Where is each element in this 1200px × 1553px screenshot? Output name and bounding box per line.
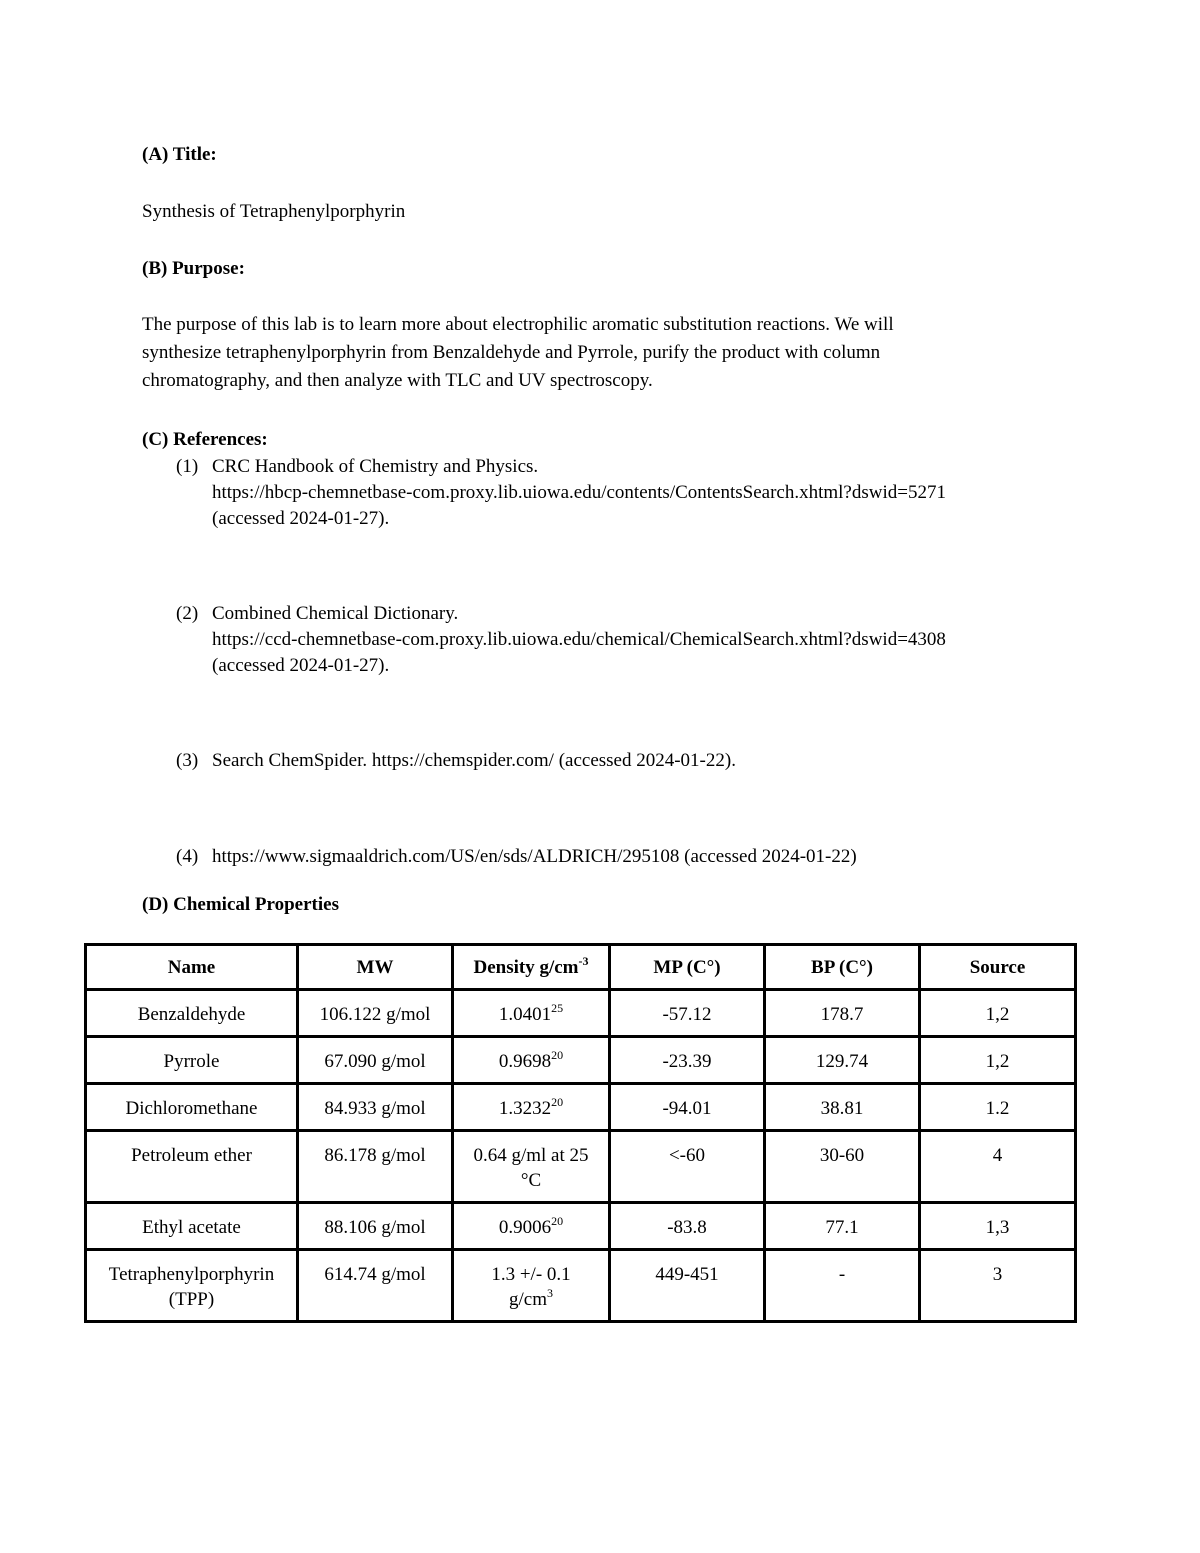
header-name: Name	[86, 945, 298, 990]
reference-line[interactable]: https://www.sigmaaldrich.com/US/en/sds/ALDRICH/295108 (accessed 2024-01-22)	[212, 846, 857, 867]
cell-density-sup: 20	[551, 1095, 564, 1109]
reference-body	[212, 454, 946, 532]
cell-mp: 449-451	[610, 1250, 765, 1322]
reference-link[interactable]: https://ccd-chemnetbase-com.proxy.lib.uiowa.edu/chemical/ChemicalSearch.xhtml?dswid=4308	[212, 629, 946, 650]
title-text: Synthesis of Tetraphenylporphyrin	[142, 201, 406, 222]
cell-source: 1,2	[920, 990, 1076, 1037]
cell-bp: 38.81	[765, 1084, 920, 1131]
reference-body	[212, 601, 946, 679]
reference-body	[212, 844, 857, 870]
header-bp: BP (C°)	[765, 945, 920, 990]
cell-density-value: 1.0401	[498, 1004, 552, 1025]
cell-density-value: 1.3232	[498, 1098, 552, 1119]
reference-number: (2)	[176, 603, 199, 624]
purpose-line: synthesize tetraphenylporphyrin from Benzaldehyde and Pyrrole, purify the product with column	[142, 342, 881, 363]
cell-mp: -94.01	[610, 1084, 765, 1131]
cell-mw: 86.178 g/mol	[298, 1131, 453, 1203]
table-row	[86, 1203, 1076, 1250]
reference-line: CRC Handbook of Chemistry and Physics.	[212, 456, 539, 477]
cell-density	[453, 1131, 610, 1203]
cell-density	[453, 1037, 610, 1084]
cell-source: 1,2	[920, 1037, 1076, 1084]
table-row	[86, 1250, 1076, 1322]
reference-number: (4)	[176, 846, 199, 867]
cell-name-line: Benzaldehyde	[137, 1004, 246, 1025]
cell-density-sup: 25	[551, 1001, 564, 1015]
cell-source: 4	[920, 1131, 1076, 1203]
header-density-sup: -3	[578, 953, 589, 968]
cell-bp: -	[765, 1250, 920, 1322]
purpose-line: chromatography, and then analyze with TLC and UV spectroscopy.	[142, 370, 653, 391]
cell-name-line: Tetraphenylporphyrin	[108, 1264, 275, 1285]
cell-density-sup: 3	[547, 1286, 553, 1300]
header-source: Source	[920, 945, 1076, 990]
cell-density	[453, 1250, 610, 1322]
cell-mp: -83.8	[610, 1203, 765, 1250]
cell-density	[453, 990, 610, 1037]
reference-number: (1)	[176, 456, 199, 477]
cell-mw: 614.74 g/mol	[298, 1250, 453, 1322]
references-heading: (C) References:	[142, 429, 268, 450]
cell-density-sup: 20	[551, 1214, 564, 1228]
cell-name-line: Ethyl acetate	[142, 1217, 241, 1238]
properties-heading: (D) Chemical Properties	[142, 894, 339, 915]
reference-line: Combined Chemical Dictionary.	[212, 603, 459, 624]
cell-density-value: 0.64 g/ml at 25	[473, 1145, 589, 1166]
title-heading: (A) Title:	[142, 144, 217, 165]
table-row	[86, 1037, 1076, 1084]
cell-source: 1,3	[920, 1203, 1076, 1250]
cell-mw: 106.122 g/mol	[298, 990, 453, 1037]
purpose-paragraph	[142, 311, 894, 395]
cell-mw: 88.106 g/mol	[298, 1203, 453, 1250]
reference-link[interactable]: https://hbcp-chemnetbase-com.proxy.lib.uiowa.edu/contents/ContentsSearch.xhtml?dswid=5271	[212, 482, 946, 503]
reference-body	[212, 748, 736, 774]
cell-name-line: Pyrrole	[163, 1051, 220, 1072]
cell-name	[86, 1203, 298, 1250]
cell-name	[86, 1250, 298, 1322]
reference-line[interactable]: Search ChemSpider. https://chemspider.com/ (accessed 2024-01-22).	[212, 750, 736, 771]
cell-source: 1.2	[920, 1084, 1076, 1131]
cell-density	[453, 1203, 610, 1250]
header-density-label: Density g/cm	[473, 956, 579, 978]
reference-line: (accessed 2024-01-27).	[212, 508, 390, 529]
cell-mw: 67.090 g/mol	[298, 1037, 453, 1084]
chemical-properties-table	[84, 943, 1077, 1323]
cell-density-value: 0.9698	[498, 1051, 552, 1072]
cell-name-line: Petroleum ether	[131, 1145, 252, 1166]
cell-density	[453, 1084, 610, 1131]
cell-bp: 30-60	[765, 1131, 920, 1203]
cell-bp: 178.7	[765, 990, 920, 1037]
table-row	[86, 1131, 1076, 1203]
reference-line: (accessed 2024-01-27).	[212, 655, 390, 676]
table-row	[86, 1084, 1076, 1131]
table-row	[86, 990, 1076, 1037]
cell-bp: 77.1	[765, 1203, 920, 1250]
cell-mp: <-60	[610, 1131, 765, 1203]
table-header-row	[86, 945, 1076, 990]
cell-name	[86, 990, 298, 1037]
cell-density-line2	[460, 1287, 602, 1312]
cell-mp: -23.39	[610, 1037, 765, 1084]
cell-density-value: 1.3 +/- 0.1	[491, 1264, 571, 1285]
purpose-line: The purpose of this lab is to learn more about electrophilic aromatic substitution reactions. We will	[142, 314, 894, 335]
header-density	[453, 945, 610, 990]
cell-mw: 84.933 g/mol	[298, 1084, 453, 1131]
purpose-heading: (B) Purpose:	[142, 258, 245, 279]
header-mw: MW	[298, 945, 453, 990]
cell-name	[86, 1131, 298, 1203]
reference-number: (3)	[176, 750, 199, 771]
cell-name-line: Dichloromethane	[125, 1098, 258, 1119]
cell-mp: -57.12	[610, 990, 765, 1037]
cell-name	[86, 1084, 298, 1131]
cell-name-line: (TPP)	[168, 1289, 215, 1310]
cell-density-line2: °C	[520, 1170, 542, 1191]
cell-density-value: 0.9006	[498, 1217, 552, 1238]
header-mp: MP (C°)	[610, 945, 765, 990]
cell-name	[86, 1037, 298, 1084]
cell-source: 3	[920, 1250, 1076, 1322]
cell-bp: 129.74	[765, 1037, 920, 1084]
cell-density-sup: 20	[551, 1048, 564, 1062]
cell-density-unit: g/cm	[509, 1289, 547, 1310]
